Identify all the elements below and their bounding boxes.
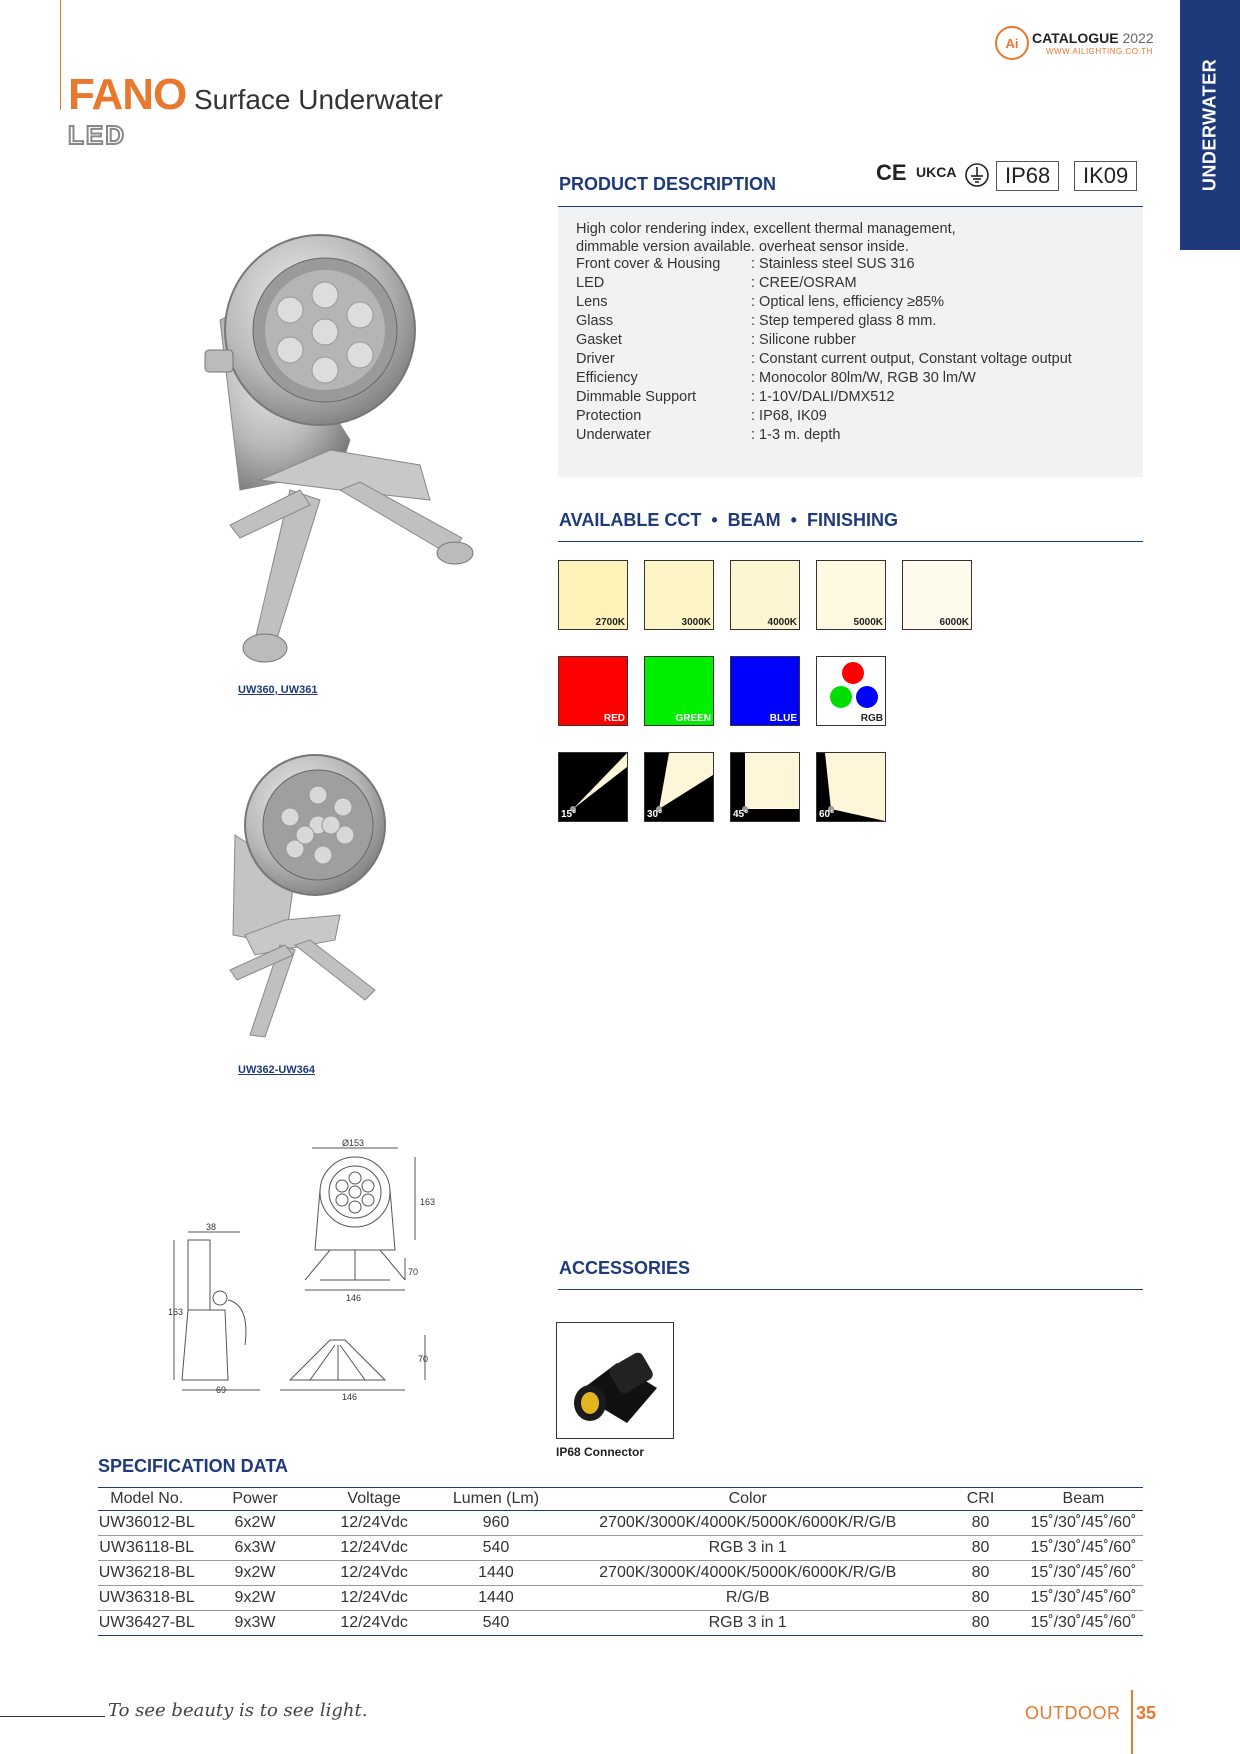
spec-key: Underwater (576, 427, 651, 443)
table-cell: 15˚/30˚/45˚/60˚ (1024, 1561, 1143, 1586)
ce-mark-icon: CE (876, 160, 907, 185)
footer-section: OUTDOOR (1025, 1703, 1121, 1723)
spec-row (576, 427, 1136, 446)
dim-height-side: 163 (168, 1307, 184, 1317)
table-cell: R/G/B (558, 1586, 937, 1611)
table-cell: UW36218-BL (98, 1561, 195, 1586)
spec-value: : Silicone rubber (751, 332, 856, 348)
table-cell: 9x2W (195, 1561, 314, 1586)
cct-swatch (558, 560, 628, 630)
table-cell: 540 (434, 1611, 559, 1636)
product-caption-2: UW362-UW364 (238, 1064, 316, 1076)
dim-base-height: 70 (418, 1354, 429, 1364)
beam-label: 45° (733, 809, 749, 820)
table-cell: RGB 3 in 1 (558, 1536, 937, 1561)
table-row (98, 1561, 1143, 1586)
table-row (98, 1611, 1143, 1636)
dim-base-width: 146 (342, 1392, 358, 1402)
spec-row (576, 256, 1136, 275)
dim-width-front: 146 (346, 1293, 362, 1303)
beam-label: 60° (819, 809, 835, 820)
table-cell: 12/24Vdc (315, 1511, 434, 1536)
spec-table-body (98, 1511, 1143, 1636)
spec-row (576, 408, 1136, 427)
footer-divider (1131, 1690, 1133, 1754)
ukca-mark-icon: UKCA (916, 164, 957, 180)
cct-swatch (730, 560, 800, 630)
table-cell: 15˚/30˚/45˚/60˚ (1024, 1511, 1143, 1536)
spec-key: Lens (576, 294, 608, 310)
side-tab-label-wrap (1180, 0, 1240, 250)
table-cell: 1440 (434, 1561, 559, 1586)
table-cell: 12/24Vdc (315, 1611, 434, 1636)
table-cell: RGB 3 in 1 (558, 1611, 937, 1636)
spec-row (576, 370, 1136, 389)
dim-depth-side: 38 (206, 1222, 217, 1232)
connector-image (556, 1322, 674, 1439)
table-header-cell: Power (195, 1488, 314, 1511)
spec-key: Glass (576, 313, 614, 329)
table-cell: 6x3W (195, 1536, 314, 1561)
cct-label: 6000K (939, 617, 969, 628)
spec-key: Efficiency (576, 370, 638, 386)
table-cell: 12/24Vdc (315, 1561, 434, 1586)
spec-key: Protection (576, 408, 642, 424)
beam-swatch (558, 752, 628, 822)
header-accent-line (60, 0, 61, 110)
table-row (98, 1511, 1143, 1536)
table-header-cell: Beam (1024, 1488, 1143, 1511)
spec-row (576, 389, 1136, 408)
color-swatch (558, 656, 628, 726)
spec-row (576, 332, 1136, 351)
product-image-uw362 (215, 745, 395, 1045)
spec-value: : Step tempered glass 8 mm. (751, 313, 937, 329)
spec-value: : Constant current output, Constant voltage output (751, 351, 1072, 367)
beam-swatch (816, 752, 886, 822)
cct-label: 4000K (767, 617, 797, 628)
beam-swatch (644, 752, 714, 822)
table-cell: 960 (434, 1511, 559, 1536)
led-logo: LED (68, 120, 126, 150)
footer-slogan: To see beauty is to see light. (108, 1700, 368, 1721)
available-heading: AVAILABLE CCT • BEAM • FINISHING (559, 510, 898, 530)
table-cell: UW36012-BL (98, 1511, 195, 1536)
dim-base-front: 70 (408, 1267, 419, 1277)
product-image-uw360 (200, 220, 480, 670)
dimension-drawings (170, 1140, 440, 1410)
color-label: RED (603, 713, 625, 724)
table-row (98, 1536, 1143, 1561)
spec-value: : 1-10V/DALI/DMX512 (751, 389, 895, 405)
cct-label: 3000K (681, 617, 711, 628)
table-cell: 80 (937, 1611, 1024, 1636)
color-swatch (730, 656, 800, 726)
spec-table-header (98, 1488, 1143, 1511)
cct-swatch (902, 560, 972, 630)
table-header-cell: Model No. (98, 1488, 195, 1511)
ai-logo: Ai (995, 26, 1029, 60)
dim-height-front: 163 (420, 1197, 436, 1207)
catalogue-title: CATALOGUE 2022 (1032, 30, 1154, 46)
table-cell: 1440 (434, 1586, 559, 1611)
beam-swatch (730, 752, 800, 822)
product-description-heading: PRODUCT DESCRIPTION (559, 174, 777, 194)
color-swatch (644, 656, 714, 726)
beam-label: 30° (647, 809, 663, 820)
dim-base-side: 69 (216, 1385, 227, 1395)
spec-key: Dimmable Support (576, 389, 697, 405)
cct-swatch (816, 560, 886, 630)
table-cell: 9x2W (195, 1586, 314, 1611)
spec-key: Gasket (576, 332, 622, 348)
table-header-cell: CRI (937, 1488, 1024, 1511)
accessories-heading: ACCESSORIES (559, 1258, 691, 1278)
beam-label: 15° (561, 809, 577, 820)
description-intro: High color rendering index, excellent thermal management, dimmable version available. overheat sensor inside. (576, 221, 956, 255)
table-cell: 15˚/30˚/45˚/60˚ (1024, 1586, 1143, 1611)
earth-icon (964, 162, 990, 188)
table-header-cell: Lumen (Lm) (434, 1488, 559, 1511)
available-rule (558, 541, 1143, 542)
product-subtitle: Surface Underwater (194, 84, 444, 115)
spec-value: : Stainless steel SUS 316 (751, 256, 915, 272)
cct-swatch (644, 560, 714, 630)
spec-value: : IP68, IK09 (751, 408, 827, 424)
cct-label: 5000K (853, 617, 883, 628)
ik09-badge: IK09 (1074, 161, 1137, 191)
connector-caption: IP68 Connector (556, 1445, 645, 1459)
table-cell: 80 (937, 1586, 1024, 1611)
table-cell: 9x3W (195, 1611, 314, 1636)
table-cell: 2700K/3000K/4000K/5000K/6000K/R/G/B (558, 1561, 937, 1586)
product-caption-1: UW360, UW361 (238, 684, 318, 696)
catalogue-url: WWW.AILIGHTING.CO.TH (1046, 47, 1153, 56)
color-swatch (816, 656, 886, 726)
table-cell: UW36118-BL (98, 1536, 195, 1561)
table-header-cell: Voltage (315, 1488, 434, 1511)
accessories-rule (558, 1289, 1143, 1290)
table-cell: 540 (434, 1536, 559, 1561)
table-cell: 80 (937, 1536, 1024, 1561)
spec-data-heading: SPECIFICATION DATA (98, 1456, 288, 1476)
spec-key: Driver (576, 351, 615, 367)
footer-line (0, 1716, 105, 1717)
color-label: GREEN (675, 713, 711, 724)
ip68-badge: IP68 (996, 161, 1059, 191)
table-row (98, 1586, 1143, 1611)
spec-row (576, 313, 1136, 332)
table-cell: 15˚/30˚/45˚/60˚ (1024, 1611, 1143, 1636)
table-cell: 12/24Vdc (315, 1586, 434, 1611)
cct-label: 2700K (595, 617, 625, 628)
spec-key: LED (576, 275, 605, 291)
side-tab-label: UNDERWATER (1199, 58, 1220, 192)
table-cell: 6x2W (195, 1511, 314, 1536)
spec-row (576, 351, 1136, 370)
spec-row (576, 294, 1136, 313)
table-cell: UW36427-BL (98, 1611, 195, 1636)
page-number: 35 (1136, 1703, 1157, 1723)
product-name: FANO (68, 70, 187, 119)
spec-table (98, 1487, 1143, 1636)
table-cell: 2700K/3000K/4000K/5000K/6000K/R/G/B (558, 1511, 937, 1536)
color-label: RGB (860, 713, 883, 724)
table-cell: 80 (937, 1511, 1024, 1536)
dim-diameter: Ø153 (342, 1138, 365, 1148)
table-cell: 80 (937, 1561, 1024, 1586)
table-cell: UW36318-BL (98, 1586, 195, 1611)
spec-value: : 1-3 m. depth (751, 427, 841, 443)
table-cell: 15˚/30˚/45˚/60˚ (1024, 1536, 1143, 1561)
spec-value: : Monocolor 80lm/W, RGB 30 lm/W (751, 370, 976, 386)
spec-value: : CREE/OSRAM (751, 275, 857, 291)
spec-key: Front cover & Housing (576, 256, 721, 272)
spec-row (576, 275, 1136, 294)
table-header-cell: Color (558, 1488, 937, 1511)
spec-value: : Optical lens, efficiency ≥85% (751, 294, 945, 310)
color-label: BLUE (769, 713, 797, 724)
table-cell: 12/24Vdc (315, 1536, 434, 1561)
